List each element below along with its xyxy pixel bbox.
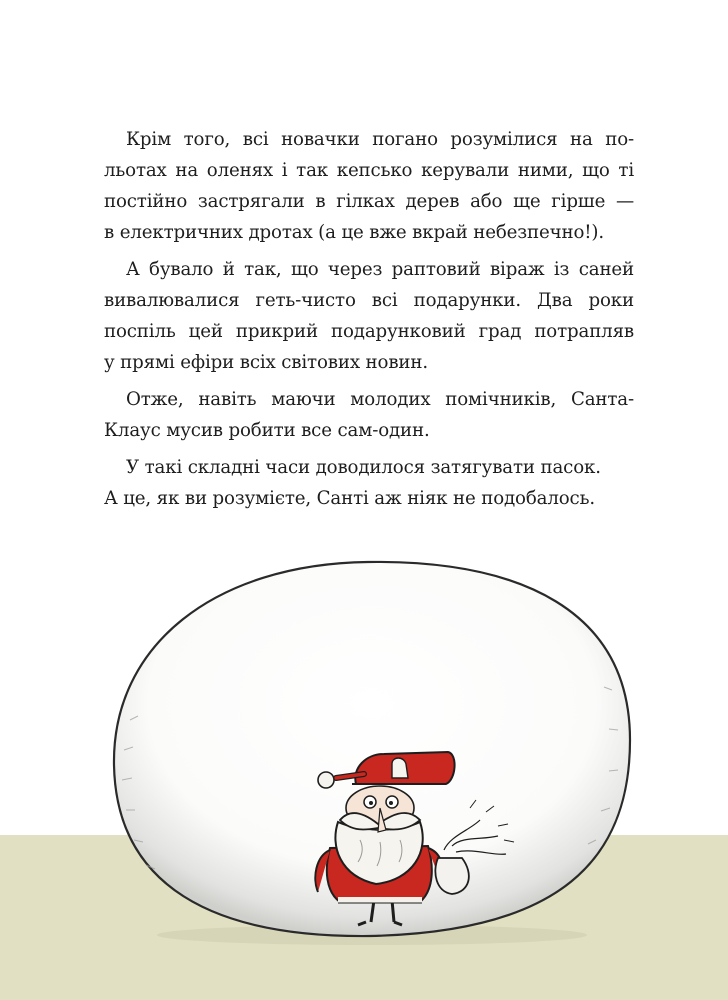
text-line: у прямі ефіри всіх світових новин. — [104, 352, 428, 373]
text-line: поспіль цей прикрий подарунковий град потрапляв — [104, 321, 634, 342]
paragraph-1 — [104, 124, 634, 248]
text-line: Крім того, всі новачки погано розумілися на по- — [126, 129, 634, 150]
text-line: льотах на оленях і так кепсько керували ними, що ті — [104, 160, 634, 181]
text-line: Клаус мусив робити все сам-один. — [104, 420, 430, 441]
text-line: У такі складні часи доводилося затягувати пасок. — [126, 457, 601, 478]
story-text — [104, 124, 634, 520]
text-line: в електричних дротах (а це вже вкрай небезпечно!). — [104, 222, 604, 243]
text-line: постійно застрягали в гілках дерев або ще гірше — — [104, 191, 634, 212]
paragraph-3 — [104, 384, 634, 446]
santa-illustration — [0, 540, 728, 960]
text-line: А бувало й так, що через раптовий віраж із саней — [126, 259, 634, 280]
text-line: вивалювалися геть-чисто всі подарунки. Два роки — [104, 290, 634, 311]
text-line: Отже, навіть маючи молодих помічників, Санта- — [126, 389, 634, 410]
paragraph-2 — [104, 254, 634, 378]
paragraph-4 — [104, 452, 634, 514]
text-line: А це, як ви розумієте, Санті аж ніяк не подобалось. — [104, 488, 595, 509]
